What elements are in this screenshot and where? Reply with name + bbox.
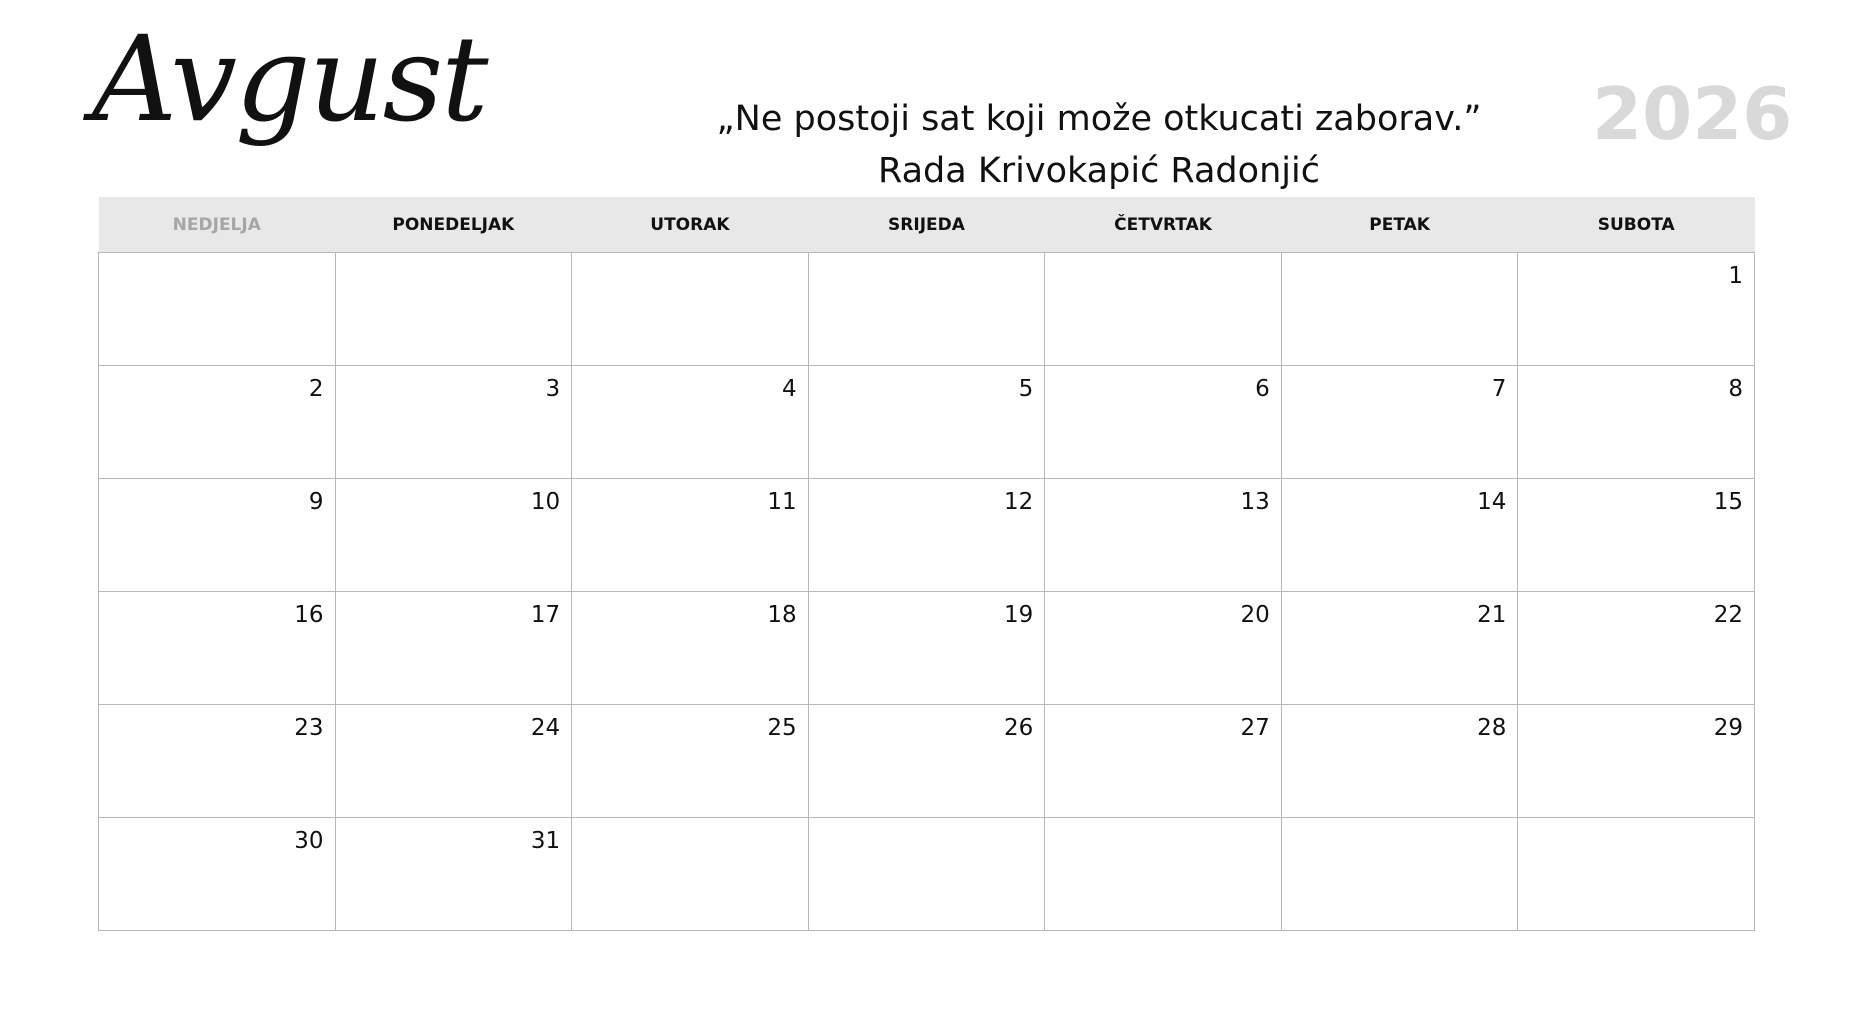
quote-author: Rada Krivokapić Radonjić [878, 151, 1320, 191]
day-cell: 22 [1518, 592, 1755, 705]
day-cell: 28 [1281, 705, 1518, 818]
month-title: Avgust [92, 10, 487, 148]
day-cell: 15 [1518, 479, 1755, 592]
day-cell [1518, 818, 1755, 931]
day-cell: 12 [808, 479, 1045, 592]
day-cell: 25 [572, 705, 809, 818]
calendar-grid [98, 197, 1755, 931]
year-label: 2026 [1592, 72, 1793, 156]
day-cell: 21 [1281, 592, 1518, 705]
day-cell: 17 [335, 592, 572, 705]
day-cell: 6 [1045, 366, 1282, 479]
week-row [99, 253, 1755, 366]
day-cell [99, 253, 336, 366]
day-cell: 8 [1518, 366, 1755, 479]
day-cell [572, 253, 809, 366]
day-cell: 30 [99, 818, 336, 931]
day-cell: 29 [1518, 705, 1755, 818]
weekday-tuesday: UTORAK [572, 197, 809, 253]
week-row [99, 366, 1755, 479]
day-cell: 20 [1045, 592, 1282, 705]
quote-text: „Ne postoji sat koji može otkucati zaborav.” [716, 99, 1482, 139]
weekday-wednesday: SRIJEDA [808, 197, 1045, 253]
day-cell: 27 [1045, 705, 1282, 818]
day-cell [1281, 818, 1518, 931]
quote [649, 93, 1549, 197]
day-cell: 23 [99, 705, 336, 818]
weekday-header-row [99, 197, 1755, 253]
day-cell: 2 [99, 366, 336, 479]
day-cell [808, 253, 1045, 366]
day-cell: 9 [99, 479, 336, 592]
day-cell: 26 [808, 705, 1045, 818]
week-row [99, 479, 1755, 592]
day-cell: 5 [808, 366, 1045, 479]
week-row [99, 592, 1755, 705]
day-cell [808, 818, 1045, 931]
week-row [99, 705, 1755, 818]
weekday-sunday: NEDJELJA [99, 197, 336, 253]
day-cell [1281, 253, 1518, 366]
day-cell: 3 [335, 366, 572, 479]
weekday-friday: PETAK [1281, 197, 1518, 253]
day-cell: 14 [1281, 479, 1518, 592]
day-cell: 13 [1045, 479, 1282, 592]
weekday-monday: PONEDELJAK [335, 197, 572, 253]
day-cell [1045, 818, 1282, 931]
day-cell: 7 [1281, 366, 1518, 479]
day-cell: 1 [1518, 253, 1755, 366]
weekday-saturday: SUBOTA [1518, 197, 1755, 253]
day-cell: 11 [572, 479, 809, 592]
day-cell: 24 [335, 705, 572, 818]
day-cell [1045, 253, 1282, 366]
day-cell: 18 [572, 592, 809, 705]
day-cell: 4 [572, 366, 809, 479]
week-row [99, 818, 1755, 931]
day-cell [335, 253, 572, 366]
day-cell: 16 [99, 592, 336, 705]
day-cell: 10 [335, 479, 572, 592]
weekday-thursday: ČETVRTAK [1045, 197, 1282, 253]
day-cell: 31 [335, 818, 572, 931]
day-cell [572, 818, 809, 931]
day-cell: 19 [808, 592, 1045, 705]
